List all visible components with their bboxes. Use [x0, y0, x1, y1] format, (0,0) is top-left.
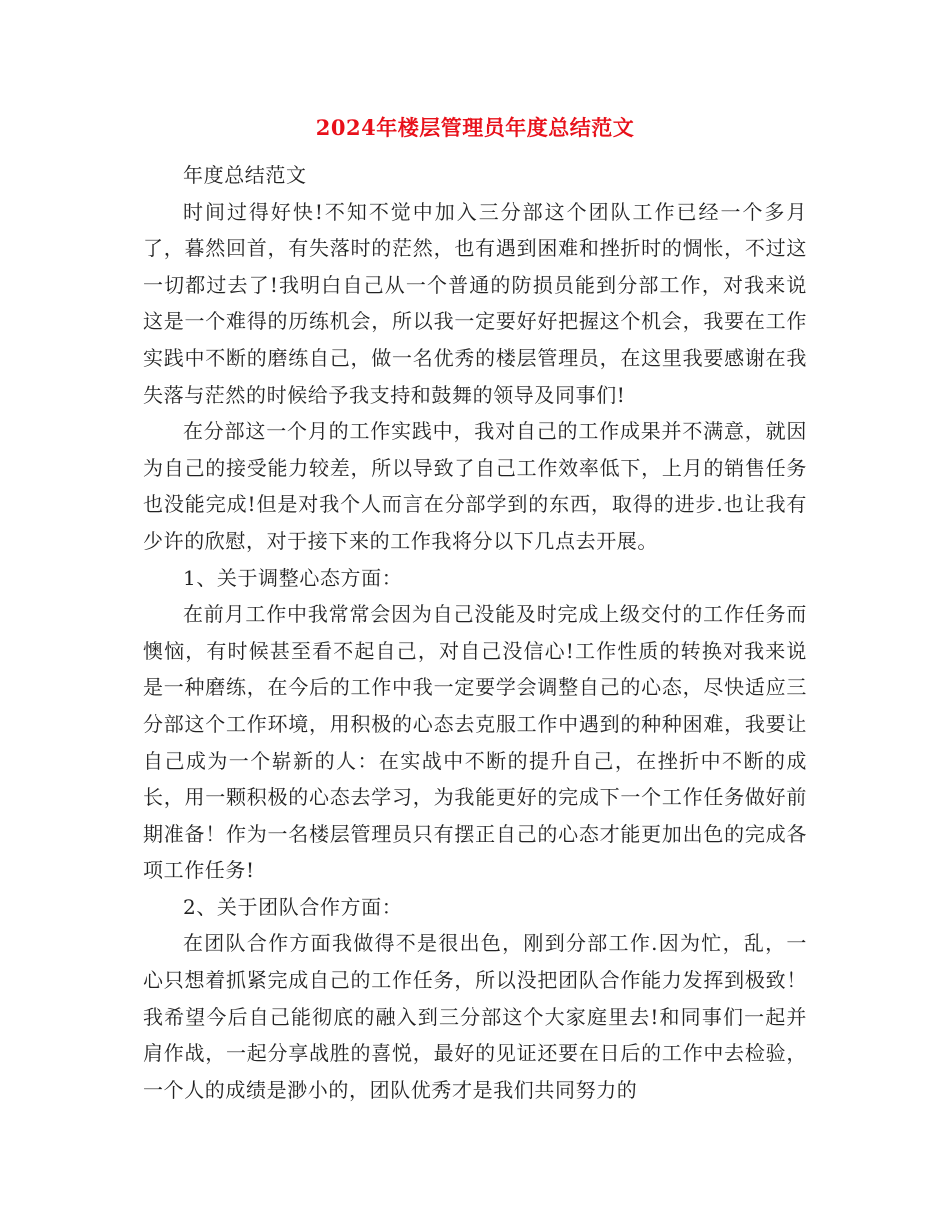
- document-title: 2024年楼层管理员年度总结范文: [315, 115, 635, 140]
- paragraph-subtitle: 年度总结范文: [183, 163, 307, 187]
- section-heading-teamwork: 2、关于团队合作方面：: [183, 894, 403, 919]
- document-body: [143, 157, 807, 1108]
- section-heading-mindset: 1、关于调整心态方面：: [183, 565, 403, 590]
- paragraph-mindset: 在前月工作中我常常会因为自己没能及时完成上级交付的工作任务而懊恼，有时候甚至看不起自己，对自己没信心!工作性质的转换对我来说是一种磨练，在今后的工作中我一定要学会调整自己的心态，尽快适应三分部这个工作环境，用积极的心态去克服工作中遇到的种种困难，我要让自己成为一个崭新的人：在实战中不断的提升自己，在挫折中不断的成长，用一颗积极的心态去学习，为我能更好的完成下一个工作任务做好前期准备！作为一名楼层管理员只有摆正自己的心态才能更加出色的完成各项工作任务!: [143, 602, 807, 883]
- paragraph-intro: 时间过得好快!不知不觉中加入三分部这个团队工作已经一个多月了，暮然回首，有失落时的茫然，也有遇到困难和挫折时的惆怅，不过这一切都过去了!我明白自己从一个普通的防损员能到分部工作，对我来说这是一个难得的历练机会，所以我一定要好好把握这个机会，我要在工作实践中不断的磨练自己，做一名优秀的楼层管理员，在这里我要感谢在我失落与茫然的时候给予我支持和鼓舞的领导及同事们!: [143, 199, 807, 407]
- paragraph-teamwork: 在团队合作方面我做得不是很出色，刚到分部工作.因为忙，乱，一心只想着抓紧完成自己的工作任务，所以没把团队合作能力发挥到极致！我希望今后自己能彻底的融入到三分部这个大家庭里去!和同事们一起并肩作战，一起分享战胜的喜悦，最好的见证还要在日后的工作中去检验，一个人的成绩是渺小的，团队优秀才是我们共同努力的: [143, 931, 807, 1102]
- paragraph-work-practice: 在分部这一个月的工作实践中，我对自己的工作成果并不满意，就因为自己的接受能力较差，所以导致了自己工作效率低下，上月的销售任务也没能完成!但是对我个人而言在分部学到的东西，取得的进步.也让我有少许的欣慰，对于接下来的工作我将分以下几点去开展。: [143, 419, 807, 553]
